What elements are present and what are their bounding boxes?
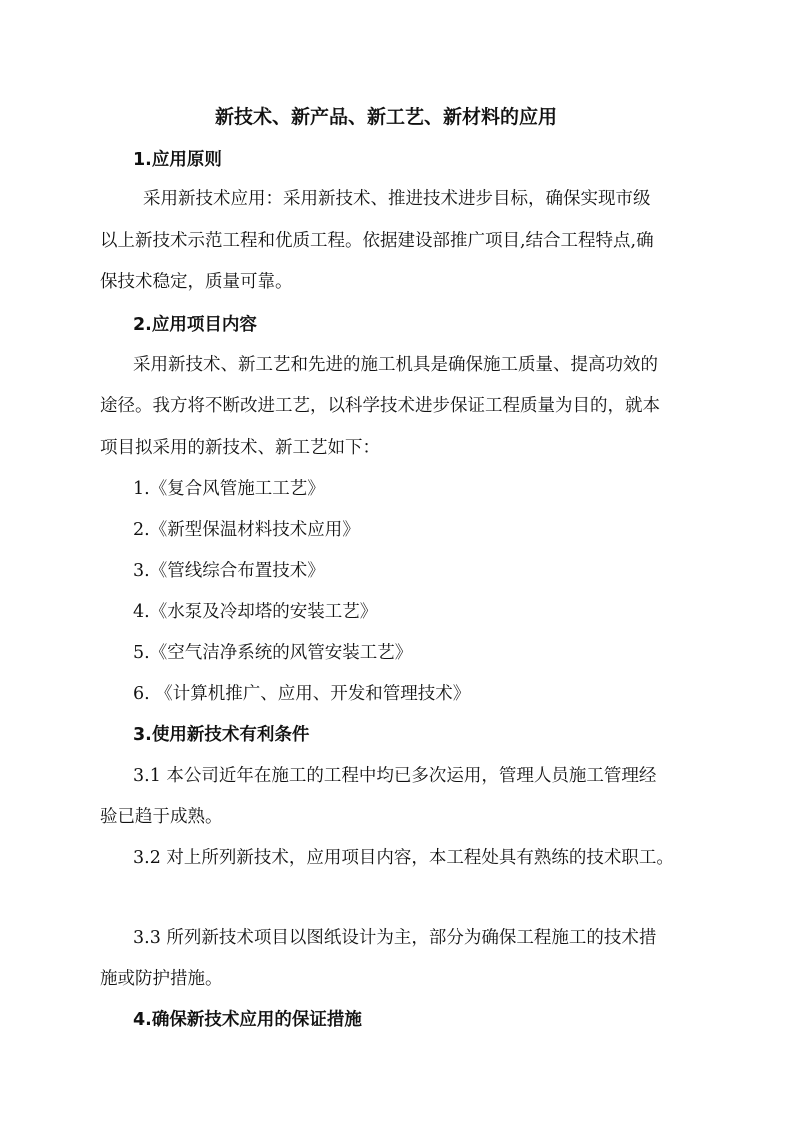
section-3-1-line-2: 验已趋于成熟。 [100,807,223,827]
section-3-3-line-1: 3.3 所列新技术项目以图纸设计为主，部分为确保工程施工的技术措 [133,928,657,948]
section-3-heading: 3.使用新技术有利条件 [133,725,310,745]
section-1-line-1: 采用新技术应用：采用新技术、推进技术进步目标，确保实现市级 [143,189,651,209]
section-2-heading: 2.应用项目内容 [133,315,257,335]
list-item-3: 3.《管线综合布置技术》 [133,561,325,581]
section-3-2-line-1: 3.2 对上所列新技术，应用项目内容，本工程处具有熟练的技术职工。 [133,848,674,868]
list-item-2: 2.《新型保温材料技术应用》 [133,520,360,540]
section-2-line-1: 采用新技术、新工艺和先进的施工机具是确保施工质量、提高功效的 [133,355,658,375]
document-title: 新技术、新产品、新工艺、新材料的应用 [215,106,558,128]
list-item-6: 6. 《计算机推广、应用、开发和管理技术》 [133,684,471,704]
list-item-5: 5.《空气洁净系统的风管安装工艺》 [133,643,413,663]
section-1-line-2: 以上新技术示范工程和优质工程。依据建设部推广项目,结合工程特点,确 [100,231,654,251]
section-2-line-3: 项目拟采用的新技术、新工艺如下： [100,438,380,458]
list-item-1: 1.《复合风管施工工艺》 [133,479,325,499]
section-4-heading: 4.确保新技术应用的保证措施 [133,1010,362,1030]
section-2-line-2: 途径。我方将不断改进工艺，以科学技术进步保证工程质量为目的，就本 [100,396,660,416]
section-3-1-line-1: 3.1 本公司近年在施工的工程中均已多次运用，管理人员施工管理经 [133,766,657,786]
section-1-heading: 1.应用原则 [133,150,222,170]
list-item-4: 4.《水泵及冷却塔的安装工艺》 [133,602,378,622]
section-1-line-3: 保技术稳定，质量可靠。 [100,272,293,292]
section-3-3-line-2: 施或防护措施。 [100,969,223,989]
